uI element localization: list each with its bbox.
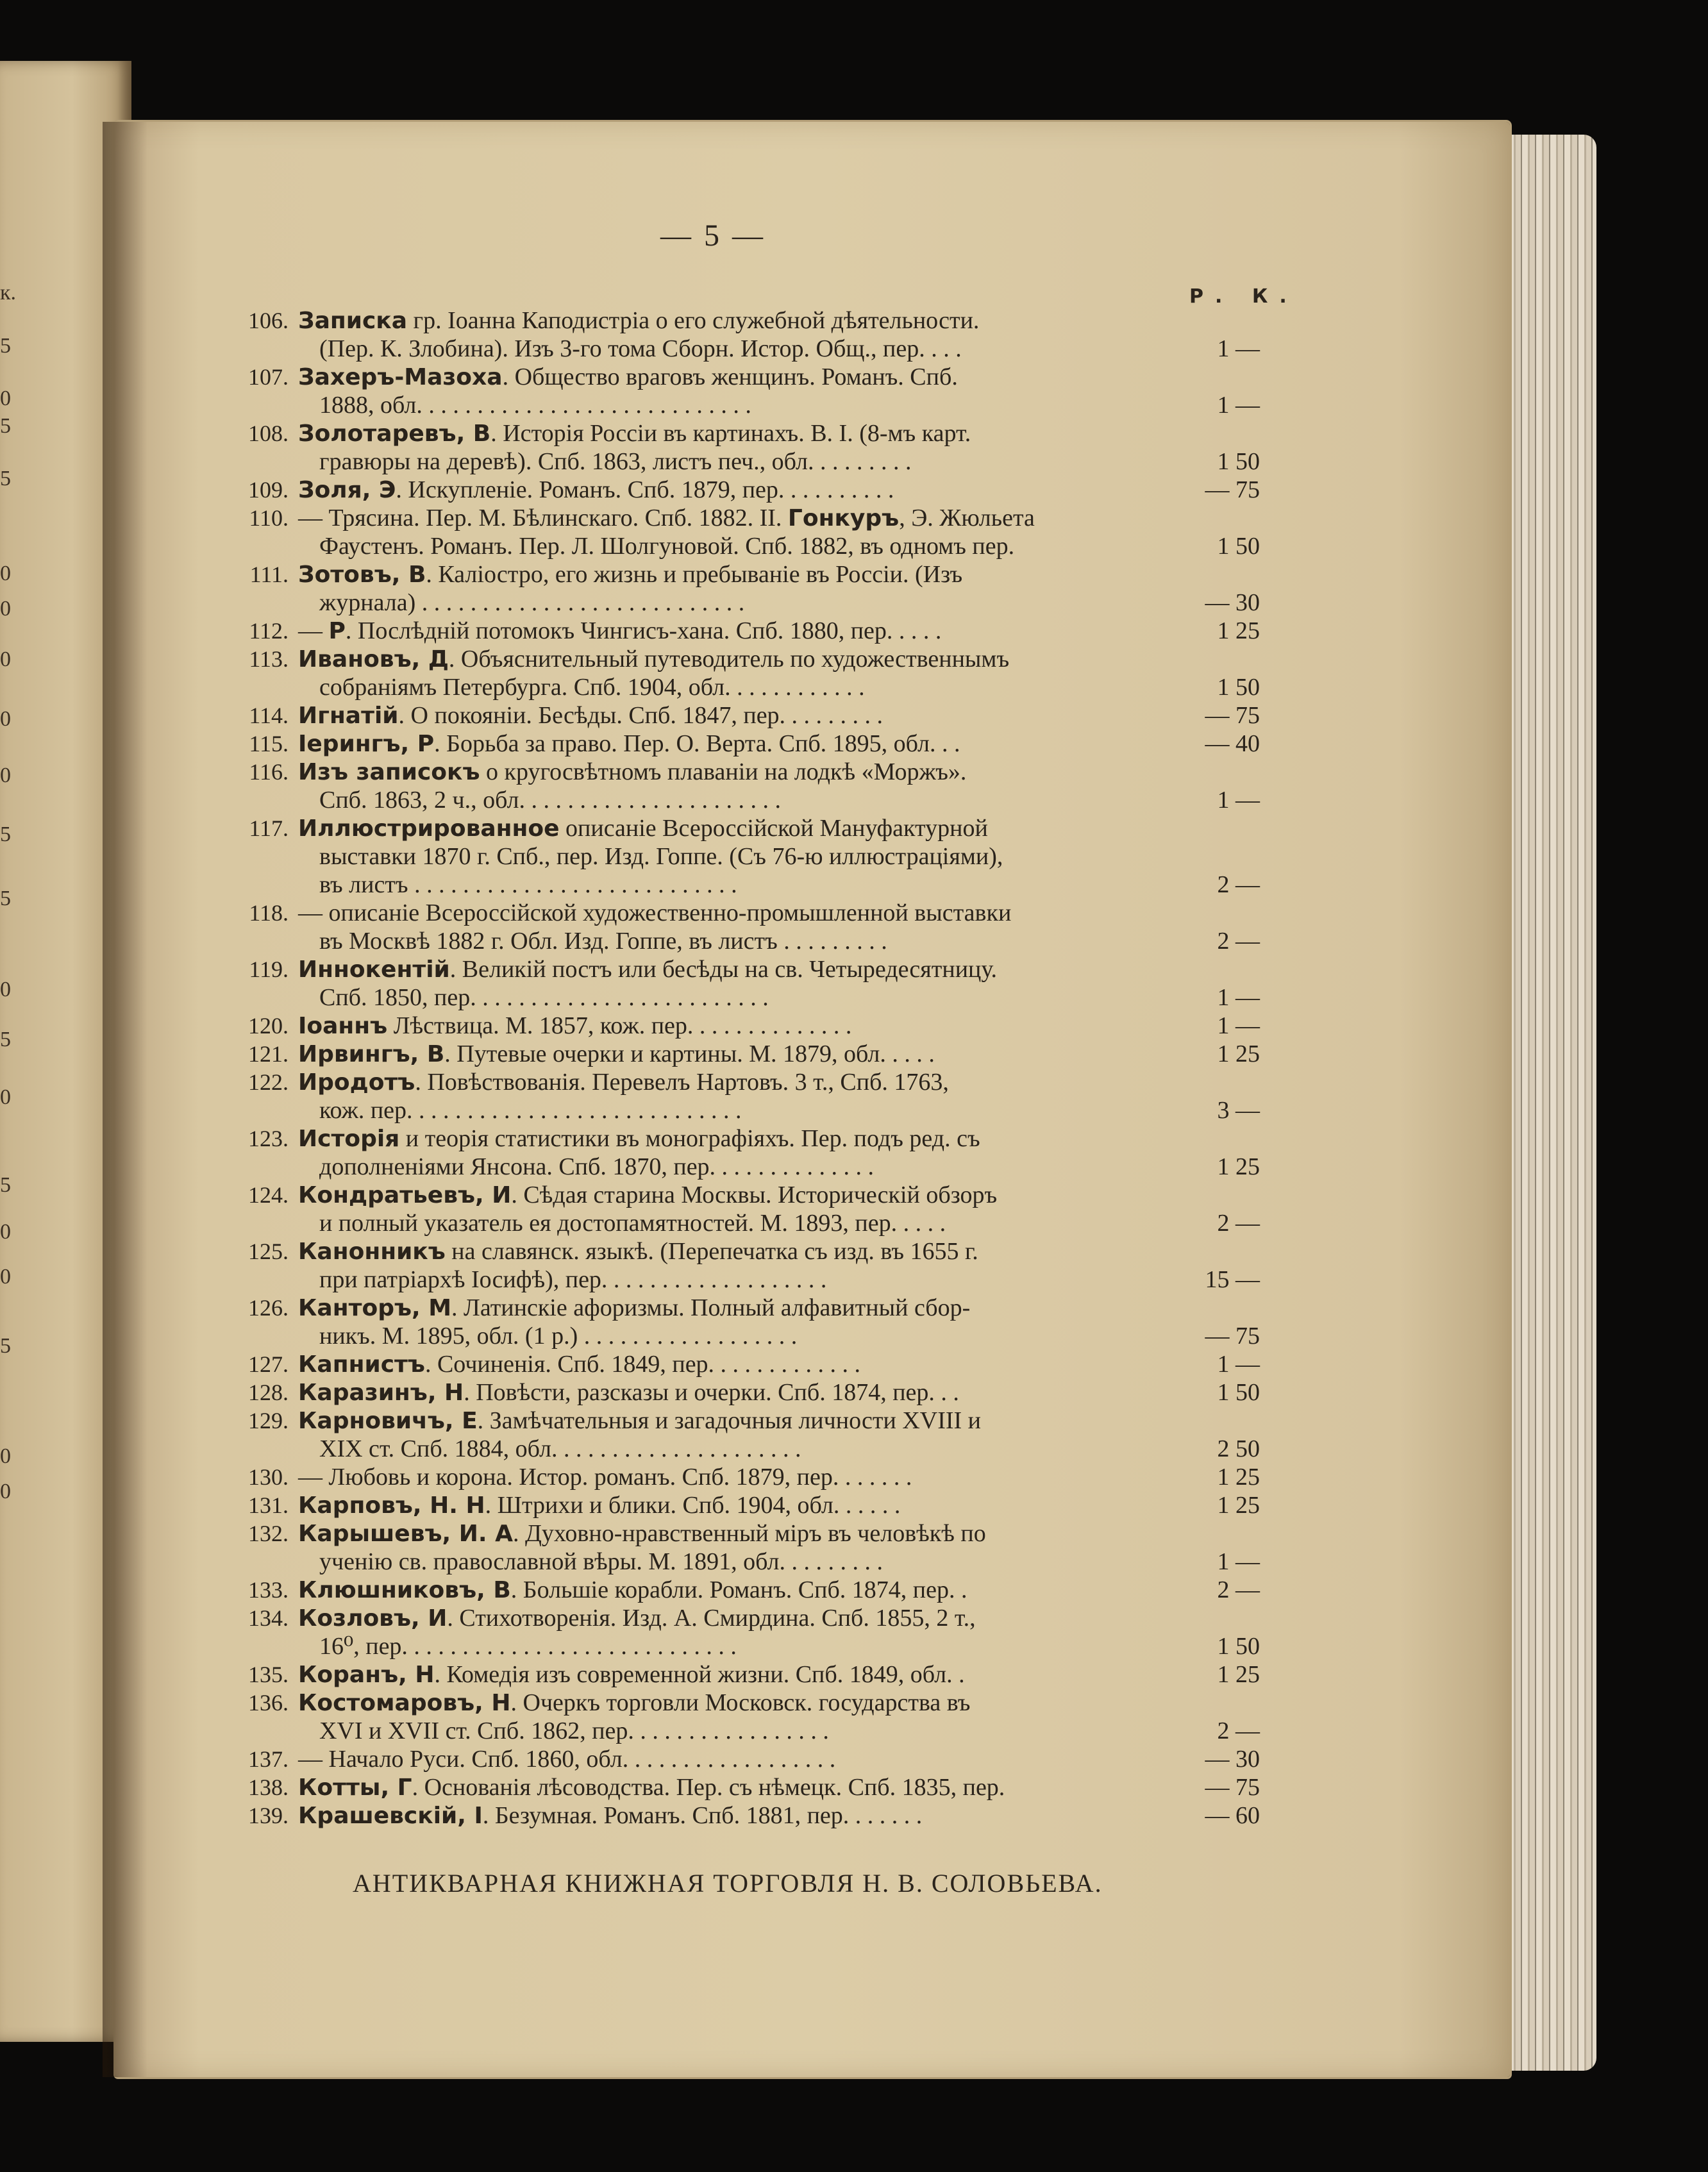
- entry-number: 120.: [248, 1013, 289, 1039]
- entry-description: при патріархѣ Іосифѣ), пер. . . . . . . . . . . . . . . . . . .: [319, 1266, 827, 1293]
- left-margin-number: 5: [0, 467, 11, 490]
- left-margin-number: 0: [0, 647, 11, 671]
- entry-line: [224, 1491, 1260, 1519]
- entry-description: ученію св. православной вѣры. М. 1891, обл. . . . . . . . .: [319, 1548, 883, 1575]
- catalog-entry: [224, 1773, 1260, 1801]
- entry-number: 134.: [248, 1605, 289, 1631]
- entry-text: [298, 758, 1330, 787]
- entry-number: 110.: [249, 505, 289, 531]
- entry-description: кож. пер. . . . . . . . . . . . . . . . . . . . . . . . . . . .: [319, 1097, 742, 1124]
- author-name: Золя, Э: [298, 477, 396, 503]
- entry-line: [224, 1519, 1250, 1548]
- entry-price: 1 25: [1217, 1153, 1260, 1180]
- entry-text: [298, 1294, 1330, 1323]
- entry-number: 113.: [249, 646, 289, 672]
- entry-number: 127.: [248, 1351, 289, 1377]
- entry-line: [224, 786, 1260, 814]
- left-margin-number: 0: [0, 1265, 11, 1289]
- entry-line: [224, 730, 1260, 758]
- entry-price: 2 —: [1217, 1210, 1260, 1237]
- entry-line: [224, 1773, 1260, 1801]
- entry-line: [224, 447, 1260, 476]
- catalog-entry: [224, 1660, 1260, 1689]
- author-name: Зотовъ, В: [298, 562, 426, 588]
- author-name: Игнатій: [298, 703, 399, 729]
- catalog-entry: [224, 476, 1260, 504]
- entry-number: 138.: [248, 1775, 289, 1800]
- entry-number: 128.: [248, 1380, 289, 1405]
- entry-line: [224, 1435, 1260, 1463]
- entry-line: [224, 842, 1250, 871]
- catalog-entry: [224, 1294, 1260, 1350]
- entry-price: 1 —: [1217, 984, 1260, 1011]
- entry-line: [224, 1632, 1260, 1660]
- catalog-entry: [224, 1745, 1260, 1773]
- entry-description: . Духовно-нравственный міръ въ человѣкѣ по: [512, 1520, 986, 1547]
- entry-price: 2 —: [1217, 1717, 1260, 1744]
- entry-line: [224, 955, 1250, 983]
- entry-number: 109.: [248, 477, 289, 503]
- price-column-header: Р. К.: [1189, 285, 1298, 308]
- entry-number: 107.: [248, 364, 289, 390]
- entry-line: [224, 1604, 1250, 1632]
- author-name: Иллюстрированное: [298, 815, 560, 842]
- entry-line: [224, 1463, 1260, 1491]
- entry-description: и полный указатель ея достопамятностей. М. 1893, пер. . . . .: [319, 1210, 946, 1237]
- entry-text: [298, 560, 1330, 589]
- left-margin-number: 0: [0, 1480, 11, 1503]
- entry-text: [298, 1604, 1330, 1633]
- entry-description: . Борьба за право. Пер. О. Верта. Спб. 1895, обл. . .: [434, 730, 960, 757]
- author-name: Иннокентій: [298, 957, 450, 983]
- entry-line: [224, 1181, 1250, 1209]
- entry-price: — 75: [1205, 1774, 1260, 1801]
- catalog-entry: [224, 814, 1260, 899]
- author-name: Капнистъ: [298, 1351, 425, 1378]
- entry-line: [224, 306, 1250, 335]
- entry-number: 124.: [248, 1182, 289, 1208]
- catalog-entry: [224, 701, 1260, 730]
- entry-line: [224, 589, 1260, 617]
- catalog-entry: [224, 645, 1260, 701]
- author-name: Iерингъ, Р: [298, 731, 435, 757]
- entry-price: 2 —: [1217, 1576, 1260, 1603]
- entry-line: [224, 1350, 1260, 1378]
- entry-price: 1 —: [1217, 335, 1260, 362]
- entry-description: описаніе Всероссійской Мануфактурной: [559, 815, 988, 842]
- entry-description: Фаустенъ. Романъ. Пер. Л. Шолгуновой. Спб. 1882, въ одномъ пер.: [319, 533, 1015, 560]
- entry-line: [224, 1576, 1260, 1604]
- entry-line: [224, 1012, 1260, 1040]
- author-name: Карповъ, Н. Н: [298, 1492, 485, 1519]
- entry-price: 1 25: [1217, 617, 1260, 644]
- entry-description: . Послѣдній потомокъ Чингисъ-хана. Спб. 1880, пер. . . . .: [345, 617, 942, 644]
- entry-text: [298, 504, 1330, 533]
- entry-description: и теорія статистики въ монографіяхъ. Пер. подъ ред. съ: [399, 1125, 980, 1152]
- entry-line: [224, 1096, 1260, 1124]
- entry-text: [298, 1407, 1330, 1435]
- entry-description: XIX ст. Спб. 1884, обл. . . . . . . . . . . . . . . . . . . . .: [319, 1435, 801, 1462]
- entry-line: [224, 1745, 1260, 1773]
- entry-line: [224, 1322, 1260, 1350]
- entry-line: [224, 560, 1250, 589]
- entry-number: 137.: [248, 1746, 289, 1772]
- left-margin-number: 5: [0, 823, 11, 846]
- entry-number: 139.: [248, 1803, 289, 1828]
- author-name: Р: [328, 618, 346, 644]
- author-name: Костомаровъ, Н: [298, 1690, 511, 1716]
- entry-price: — 75: [1205, 702, 1260, 729]
- entry-price: 1 —: [1217, 787, 1260, 814]
- author-name: Гонкуръ: [787, 505, 900, 531]
- catalog-entry: [224, 1604, 1260, 1660]
- left-margin-number: 0: [0, 764, 11, 787]
- entry-description: . Штрихи и блики. Спб. 1904, обл. . . . . .: [485, 1492, 901, 1519]
- catalog-entry: [224, 899, 1260, 955]
- entry-line: [224, 645, 1250, 673]
- entry-price: — 40: [1205, 730, 1260, 757]
- entry-description: никъ. М. 1895, обл. (1 р.) . . . . . . . . . . . . . . . . . .: [319, 1323, 798, 1349]
- entry-line: [224, 532, 1260, 560]
- catalog-entry: [224, 1040, 1260, 1068]
- entry-price: — 30: [1205, 1746, 1260, 1773]
- left-margin-number: 5: [0, 414, 11, 438]
- author-name: Записка: [298, 308, 408, 334]
- entry-description: . Основанія лѣсоводства. Пер. съ нѣмецк. Спб. 1835, пер.: [412, 1774, 1005, 1801]
- catalog-entry: [224, 1012, 1260, 1040]
- entry-description: журнала) . . . . . . . . . . . . . . . . . . . . . . . . . . .: [319, 589, 745, 616]
- entry-text: [298, 955, 1330, 984]
- entry-number: 122.: [248, 1069, 289, 1095]
- entry-description: гр. Іоанна Каподистріа о его служебной дѣятельности.: [407, 307, 980, 334]
- entry-description: 1888, обл. . . . . . . . . . . . . . . . . . . . . . . . . . . .: [319, 392, 751, 419]
- author-name: Карновичъ, Е: [298, 1408, 478, 1434]
- entry-description: Лѣствица. М. 1857, кож. пер. . . . . . . . . . . . . .: [387, 1012, 852, 1039]
- author-name: Ирвингъ, В: [298, 1041, 445, 1067]
- author-name: Каразинъ, Н: [298, 1380, 464, 1406]
- left-margin-number: 0: [0, 707, 11, 731]
- book-fold-shadow: [103, 122, 147, 2077]
- catalog-entry: [224, 419, 1260, 476]
- entry-description: . Великій постъ или бесѣды на св. Четыредесятницу.: [449, 956, 998, 983]
- entry-line: [224, 814, 1250, 842]
- entry-line: [224, 1266, 1260, 1294]
- entry-line: [224, 419, 1250, 447]
- catalog-entry: [224, 1576, 1260, 1604]
- entry-description: XVI и XVII ст. Спб. 1862, пер. . . . . . . . . . . . . . . . .: [319, 1717, 829, 1744]
- entry-description: . Стихотворенія. Изд. А. Смирдина. Спб. 1855, 2 т.,: [447, 1605, 976, 1632]
- catalog-entry: [224, 504, 1260, 560]
- entry-number: 129.: [248, 1408, 289, 1433]
- entry-description: . Общество враговъ женщинъ. Романъ. Спб.: [502, 363, 958, 390]
- entry-text: [298, 363, 1330, 392]
- entry-description: . Каліостро, его жизнь и пребываніе въ Россіи. (Изъ: [426, 561, 963, 588]
- entry-price: 1 —: [1217, 392, 1260, 419]
- entry-line: [224, 1717, 1260, 1745]
- author-name: Кондратьевъ, И: [298, 1182, 512, 1208]
- entry-number: 106.: [248, 308, 289, 333]
- entry-text: [298, 1237, 1330, 1266]
- entry-price: 1 50: [1217, 1633, 1260, 1660]
- entry-line: [224, 1153, 1260, 1181]
- entry-number: 133.: [248, 1577, 289, 1603]
- entry-number: 116.: [249, 759, 289, 785]
- author-name: Крашевскій, I: [298, 1803, 483, 1829]
- catalog-entry: [224, 1463, 1260, 1491]
- catalog-entries: [224, 306, 1260, 1830]
- entry-price: 1 50: [1217, 674, 1260, 701]
- author-name: Захеръ-Мазоха: [298, 364, 503, 390]
- entry-description: (Пер. К. Злобина). Изъ 3-го тома Сборн. Истор. Общ., пер. . . .: [319, 335, 962, 362]
- entry-line: [224, 476, 1260, 504]
- author-name: Исторія: [298, 1126, 400, 1152]
- entry-description: въ Москвѣ 1882 г. Обл. Изд. Гоппе, въ листъ . . . . . . . . .: [319, 928, 887, 955]
- entry-line: [224, 1407, 1250, 1435]
- entry-price: 1 25: [1217, 1464, 1260, 1491]
- entry-price: 1 25: [1217, 1040, 1260, 1067]
- entry-description: — Начало Руси. Спб. 1860, обл. . . . . . . . . . . . . . . . . .: [298, 1746, 836, 1773]
- author-name: Іоаннъ: [298, 1013, 388, 1039]
- left-margin-number: 5: [0, 1334, 11, 1358]
- catalog-entry: [224, 955, 1260, 1012]
- entry-line: [224, 899, 1250, 927]
- catalog-entry: [224, 1491, 1260, 1519]
- entry-number: 132.: [248, 1521, 289, 1546]
- left-margin-number: 0: [0, 1220, 11, 1244]
- entry-number: 114.: [249, 703, 289, 728]
- catalog-entry: [224, 1519, 1260, 1576]
- entry-line: [224, 1040, 1260, 1068]
- entry-description: дополненіями Янсона. Спб. 1870, пер. . . . . . . . . . . . . .: [319, 1153, 875, 1180]
- entry-description: , Э. Жюльета: [899, 505, 1035, 531]
- entry-description: . Сочиненія. Спб. 1849, пер. . . . . . . . . . . . .: [424, 1351, 861, 1378]
- catalog-entry: [224, 1801, 1260, 1830]
- catalog-entry: [224, 363, 1260, 419]
- catalog-entry: [224, 617, 1260, 645]
- entry-text: [298, 419, 1330, 448]
- entry-description: — описаніе Всероссійской художественно-промышленной выставки: [298, 899, 1012, 926]
- entry-line: [224, 617, 1260, 645]
- entry-price: — 75: [1205, 476, 1260, 503]
- entry-price: 1 —: [1217, 1012, 1260, 1039]
- entry-number: 108.: [248, 421, 289, 446]
- entry-description: . Очеркъ торговли Московск. государства въ: [510, 1689, 971, 1716]
- entry-description: собраніямъ Петербурга. Спб. 1904, обл. . . . . . . . . . . .: [319, 674, 865, 701]
- entry-price: 15 —: [1205, 1266, 1260, 1293]
- entry-line: [224, 1378, 1260, 1407]
- entry-description: . Сѣдая старина Москвы. Историческій обзоръ: [511, 1182, 998, 1208]
- entry-text: [298, 1689, 1330, 1717]
- entry-description: —: [298, 617, 329, 644]
- entry-description: выставки 1870 г. Спб., пер. Изд. Гоппе. (Съ 76-ю иллюстраціями),: [319, 843, 1003, 870]
- entry-description: въ листъ . . . . . . . . . . . . . . . . . . . . . . . . . . .: [319, 871, 737, 898]
- entry-description: . Латинскіе афоризмы. Полный алфавитный сбор-: [451, 1294, 971, 1321]
- left-margin-number: 0: [0, 978, 11, 1001]
- entry-line: [224, 1124, 1250, 1153]
- footer-imprint: АНТИКВАРНАЯ КНИЖНАЯ ТОРГОВЛЯ Н. В. СОЛОВЬЕВА.: [353, 1869, 1103, 1898]
- left-margin-number: 5: [0, 1028, 11, 1051]
- author-name: Золотаревъ, В: [298, 421, 491, 447]
- entry-text: [298, 645, 1330, 674]
- entry-number: 135.: [248, 1662, 289, 1687]
- entry-number: 118.: [249, 900, 289, 926]
- entry-price: 3 —: [1217, 1097, 1260, 1124]
- left-margin-number: 0: [0, 597, 11, 621]
- entry-line: [224, 1689, 1250, 1717]
- entry-number: 115.: [249, 731, 289, 756]
- entry-description: . Повѣствованія. Перевелъ Нартовъ. 3 т., Спб. 1763,: [415, 1069, 949, 1096]
- entry-description: . Комедія изъ современной жизни. Спб. 1849, обл. .: [434, 1661, 965, 1688]
- entry-price: 2 50: [1217, 1435, 1260, 1462]
- entry-text: [298, 814, 1330, 843]
- entry-number: 125.: [248, 1239, 289, 1264]
- entry-line: [224, 673, 1260, 701]
- entry-price: 1 50: [1217, 448, 1260, 475]
- entry-description: . О покояніи. Бесѣды. Спб. 1847, пер. . . . . . . . .: [398, 702, 883, 729]
- catalog-entry: [224, 306, 1260, 363]
- entry-text: [298, 1124, 1330, 1153]
- catalog-entry: [224, 1407, 1260, 1463]
- author-name: Иродотъ: [298, 1069, 415, 1096]
- entry-line: [224, 927, 1260, 955]
- catalog-entry: [224, 1181, 1260, 1237]
- left-margin-number: 5: [0, 887, 11, 910]
- entry-line: [224, 1294, 1250, 1322]
- entry-line: [224, 871, 1260, 899]
- entry-text: [298, 1181, 1330, 1210]
- entry-description: — Любовь и корона. Истор. романъ. Спб. 1879, пер. . . . . . .: [298, 1464, 912, 1491]
- entry-line: [224, 1801, 1260, 1830]
- catalog-entry: [224, 758, 1260, 814]
- entry-line: [224, 983, 1260, 1012]
- entry-price: 2 —: [1217, 871, 1260, 898]
- author-name: Котты, Г: [298, 1775, 412, 1801]
- entry-description: . Объяснительный путеводитель по художественнымъ: [448, 646, 1010, 672]
- catalog-entry: [224, 1068, 1260, 1124]
- entry-number: 111.: [249, 562, 289, 587]
- entry-number: 130.: [248, 1464, 289, 1490]
- catalog-entry: [224, 1378, 1260, 1407]
- entry-number: 119.: [249, 957, 289, 982]
- entry-description: Спб. 1863, 2 ч., обл. . . . . . . . . . . . . . . . . . . . . .: [319, 787, 781, 814]
- entry-line: [224, 504, 1250, 532]
- entry-line: [224, 1209, 1260, 1237]
- entry-number: 117.: [249, 815, 289, 841]
- entry-line: [224, 1068, 1250, 1096]
- entry-line: [224, 363, 1250, 391]
- left-margin-number: 5: [0, 1173, 11, 1197]
- entry-number: 112.: [249, 618, 289, 644]
- entry-description: о кругосвѣтномъ плаваніи на лодкѣ «Моржъ».: [480, 758, 967, 785]
- entry-text: [298, 1519, 1330, 1548]
- entry-line: [224, 335, 1260, 363]
- author-name: Коранъ, Н: [298, 1662, 435, 1688]
- author-name: Козловъ, И: [298, 1605, 448, 1632]
- author-name: Ивановъ, Д: [298, 646, 449, 672]
- catalog-entry: [224, 1689, 1260, 1745]
- entry-text: [298, 306, 1330, 335]
- entry-description: . Повѣсти, разсказы и очерки. Спб. 1874, пер. . .: [464, 1379, 959, 1406]
- left-margin-number: 0: [0, 1444, 11, 1468]
- entry-price: 1 50: [1217, 533, 1260, 560]
- left-margin-number: 0: [0, 387, 11, 410]
- entry-number: 121.: [248, 1041, 289, 1067]
- page-number: — 5 —: [660, 219, 766, 253]
- catalog-entry: [224, 1237, 1260, 1294]
- entry-line: [224, 1237, 1250, 1266]
- entry-description: . Замѣчательныя и загадочныя личности XVIII и: [477, 1407, 982, 1434]
- entry-price: — 75: [1205, 1323, 1260, 1349]
- entry-number: 123.: [248, 1126, 289, 1151]
- entry-description: — Трясина. Пер. М. Бѣлинскаго. Спб. 1882. II.: [298, 505, 788, 531]
- entry-price: — 60: [1205, 1802, 1260, 1829]
- entry-line: [224, 391, 1260, 419]
- author-name: Клюшниковъ, В: [298, 1577, 511, 1603]
- entry-description: . Исторія Россіи въ картинахъ. В. I. (8-мъ карт.: [490, 420, 971, 447]
- entry-description: на славянск. языкѣ. (Перепечатка съ изд. въ 1655 г.: [445, 1238, 978, 1265]
- catalog-entry: [224, 1350, 1260, 1378]
- entry-text: [298, 899, 1330, 927]
- entry-description: . Путевые очерки и картины. М. 1879, обл. . . . .: [444, 1040, 935, 1067]
- author-name: Канторъ, М: [298, 1295, 452, 1321]
- entry-price: — 30: [1205, 589, 1260, 616]
- entry-text: [298, 1068, 1330, 1097]
- entry-description: гравюры на деревѣ). Спб. 1863, листъ печ., обл. . . . . . . . .: [319, 448, 912, 475]
- entry-price: 1 25: [1217, 1661, 1260, 1688]
- entry-description: 16⁰, пер. . . . . . . . . . . . . . . . . . . . . . . . . . . .: [319, 1633, 737, 1660]
- entry-price: 2 —: [1217, 928, 1260, 955]
- catalog-entry: [224, 1124, 1260, 1181]
- author-name: Изъ записокъ: [298, 759, 480, 785]
- entry-price: 1 —: [1217, 1351, 1260, 1378]
- left-margin-number: 5: [0, 334, 11, 358]
- entry-description: . Большіе корабли. Романъ. Спб. 1874, пер. .: [510, 1576, 967, 1603]
- entry-line: [224, 701, 1260, 730]
- entry-number: 131.: [248, 1492, 289, 1518]
- entry-line: [224, 1548, 1260, 1576]
- catalog-entry: [224, 730, 1260, 758]
- entry-number: 136.: [248, 1690, 289, 1716]
- entry-line: [224, 1660, 1260, 1689]
- entry-price: 1 —: [1217, 1548, 1260, 1575]
- entry-number: 126.: [248, 1295, 289, 1321]
- entry-text: [319, 842, 1352, 871]
- entry-price: 1 50: [1217, 1379, 1260, 1406]
- author-name: Карышевъ, И. А: [298, 1521, 513, 1547]
- left-margin-number: к.: [0, 281, 17, 305]
- entry-line: [224, 758, 1250, 786]
- entry-price: 1 25: [1217, 1492, 1260, 1519]
- left-margin-number: 0: [0, 562, 11, 585]
- left-margin-number: 0: [0, 1085, 11, 1109]
- entry-description: . Искупленіе. Романъ. Спб. 1879, пер. . . . . . . . . .: [396, 476, 894, 503]
- entry-description: . Безумная. Романъ. Спб. 1881, пер. . . . . . .: [482, 1802, 923, 1829]
- entry-description: Спб. 1850, пер. . . . . . . . . . . . . . . . . . . . . . . . .: [319, 984, 769, 1011]
- author-name: Канонникъ: [298, 1239, 446, 1265]
- catalog-entry: [224, 560, 1260, 617]
